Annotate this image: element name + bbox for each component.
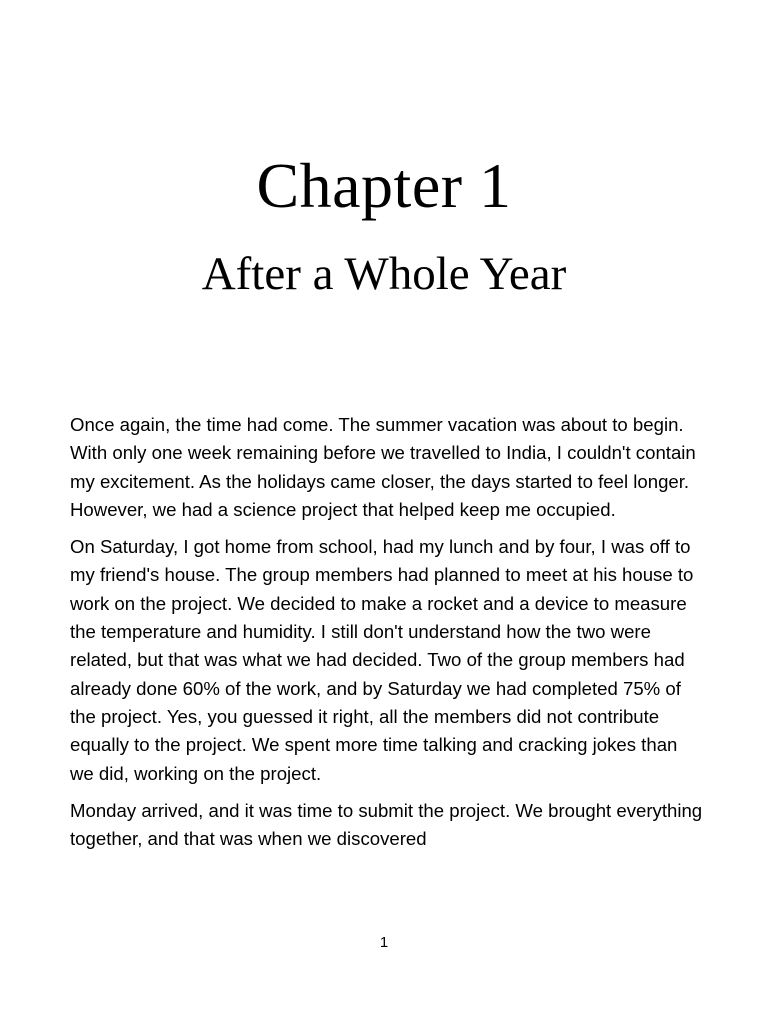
chapter-number: Chapter 1 xyxy=(256,150,512,221)
chapter-body xyxy=(70,411,706,862)
paragraph-2: On Saturday, I got home from school, had my lunch and by four, I was off to my friend's house. The group members had planned to meet at his house to work on the project. We decided to make a rocket and a device to measure the temperature and humidity. I still don't understand how the two were related, but that was what we had decided. Two of the group members had already done 60% of the work, and by Saturday we had completed 75% of the project. Yes, you guessed it right, all the members did not contribute equally to the project. We spent more time talking and cracking jokes than we did, working on the project. xyxy=(70,536,694,784)
paragraph-3: Monday arrived, and it was time to submit the project. We brought everything together, and that was when we discovered xyxy=(70,799,703,850)
page-number: 1 xyxy=(379,934,389,951)
chapter-title: After a Whole Year xyxy=(201,248,567,300)
paragraph-1: Once again, the time had come. The summer vacation was about to begin. With only one week remaining before we travelled to India, I couldn't contain my excitement. As the holidays came closer, the days started to feel longer. However, we had a science project that helped keep me occupied. xyxy=(70,414,696,520)
